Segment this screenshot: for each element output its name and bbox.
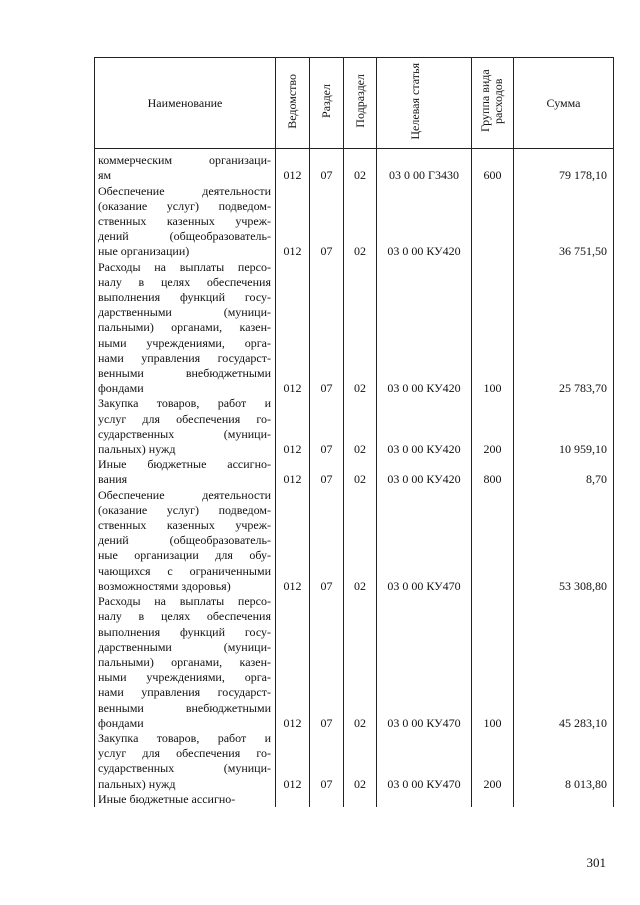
row-name-line: ными учреждениями, орга-	[98, 335, 271, 350]
header-name: Наименование	[95, 58, 276, 149]
row-ved: 012	[276, 488, 310, 594]
row-name-line: чающихся с ограниченными	[98, 563, 271, 578]
row-name-line: ям	[98, 168, 112, 183]
row-name-line: налу в целях обеспечения	[98, 274, 271, 289]
row-name-line: нами управления государст-	[98, 350, 271, 365]
row-name-line: дений (общеобразователь-	[98, 533, 271, 548]
row-name-line: нами управления государст-	[98, 685, 271, 700]
row-gruppa: 600	[472, 149, 514, 184]
row-name-line: Обеспечение деятельности	[98, 487, 271, 502]
row-name-line: ственных казенных учреж-	[98, 518, 271, 533]
row-name-line: Расходы на выплаты персо-	[98, 594, 271, 609]
row-name-line: дений (общеобразователь-	[98, 229, 271, 244]
row-podrazdel: 02	[344, 260, 377, 397]
row-celevaya: 03 0 00 КУ470	[377, 594, 472, 731]
header-summa: Сумма	[514, 58, 614, 149]
row-razdel: 07	[310, 149, 344, 184]
row-name-line: услуг для обеспечения го-	[98, 746, 271, 761]
row-name-line: пальными) органами, казен-	[98, 654, 271, 669]
row-name-line: ственных казенных учреж-	[98, 214, 271, 229]
row-name-line: Обеспечение деятельности	[98, 183, 271, 198]
row-name-line: (оказание услуг) подведом-	[98, 198, 271, 213]
row-summa: 45 283,10	[514, 594, 614, 731]
row-gruppa	[472, 184, 514, 260]
row-celevaya: 03 0 00 КУ420	[377, 260, 472, 397]
row-summa: 8 013,80	[514, 731, 614, 792]
row-podrazdel: 02	[344, 149, 377, 184]
row-name	[95, 149, 276, 184]
row-razdel: 07	[310, 457, 344, 487]
row-podrazdel: 02	[344, 488, 377, 594]
row-celevaya	[377, 792, 472, 807]
table-row	[95, 149, 614, 184]
row-name-line: услуг для обеспечения го-	[98, 411, 271, 426]
header-gruppa-cell	[472, 58, 514, 149]
row-gruppa: 100	[472, 594, 514, 731]
row-name	[95, 488, 276, 594]
row-name-line: выполнения функций госу-	[98, 624, 271, 639]
row-celevaya: 03 0 00 КУ420	[377, 457, 472, 487]
table-row	[95, 731, 614, 792]
row-name	[95, 396, 276, 457]
row-name	[95, 260, 276, 397]
table-row	[95, 488, 614, 594]
row-celevaya: 03 0 00 КУ470	[377, 488, 472, 594]
table-row	[95, 260, 614, 397]
row-name-line: венными внебюджетными	[98, 700, 271, 715]
row-summa: 8,70	[514, 457, 614, 487]
row-summa: 10 959,10	[514, 396, 614, 457]
row-name-line: коммерческим организаци-	[98, 153, 271, 168]
row-ved: 012	[276, 396, 310, 457]
row-name-line: пальных) нужд	[98, 776, 176, 791]
row-name-line: возможностями здоровья)	[98, 578, 231, 593]
row-summa: 25 783,70	[514, 260, 614, 397]
row-name-line: дарственными (муници-	[98, 305, 271, 320]
row-razdel: 07	[310, 184, 344, 260]
row-razdel: 07	[310, 731, 344, 792]
row-name-line: налу в целях обеспечения	[98, 609, 271, 624]
row-razdel: 07	[310, 260, 344, 397]
table-body	[95, 149, 614, 807]
row-ved: 012	[276, 184, 310, 260]
row-name-line: фондами	[98, 381, 144, 396]
header-gruppa: Группа вида расходов	[477, 69, 505, 133]
row-name-line: сударственных (муници-	[98, 761, 271, 776]
header-razdel: Раздел	[319, 84, 333, 118]
row-podrazdel: 02	[344, 184, 377, 260]
row-razdel: 07	[310, 488, 344, 594]
table-row	[95, 792, 614, 807]
row-gruppa	[472, 792, 514, 807]
row-podrazdel: 02	[344, 396, 377, 457]
row-name-line: дарственными (муници-	[98, 639, 271, 654]
row-name-line: Закупка товаров, работ и	[98, 730, 271, 745]
row-name-line: пальными) органами, казен-	[98, 320, 271, 335]
budget-table	[94, 57, 614, 807]
row-name-line: Иные бюджетные ассигно-	[98, 457, 271, 472]
page-number: 301	[586, 855, 606, 870]
row-name-line: ные организации для обу-	[98, 548, 271, 563]
row-celevaya: 03 0 00 Г3430	[377, 149, 472, 184]
row-razdel: 07	[310, 396, 344, 457]
table-row	[95, 457, 614, 487]
row-name	[95, 184, 276, 260]
row-ved: 012	[276, 457, 310, 487]
row-ved: 012	[276, 149, 310, 184]
header-celevaya-cell	[377, 58, 472, 149]
row-name-line: ными учреждениями, орга-	[98, 670, 271, 685]
header-podrazdel-cell	[344, 58, 377, 149]
row-name-line: Иные бюджетные ассигно-	[98, 791, 236, 806]
row-name-line: фондами	[98, 715, 144, 730]
table-row	[95, 184, 614, 260]
row-celevaya: 03 0 00 КУ420	[377, 184, 472, 260]
row-summa: 79 178,10	[514, 149, 614, 184]
table-row	[95, 396, 614, 457]
row-podrazdel: 02	[344, 457, 377, 487]
row-gruppa: 200	[472, 396, 514, 457]
row-gruppa: 100	[472, 260, 514, 397]
row-summa: 36 751,50	[514, 184, 614, 260]
row-name-line: выполнения функций госу-	[98, 290, 271, 305]
row-name-line: Закупка товаров, работ и	[98, 396, 271, 411]
row-gruppa	[472, 488, 514, 594]
row-summa	[514, 792, 614, 807]
row-gruppa: 800	[472, 457, 514, 487]
row-celevaya: 03 0 00 КУ470	[377, 731, 472, 792]
table-row	[95, 594, 614, 731]
row-podrazdel: 02	[344, 731, 377, 792]
row-summa: 53 308,80	[514, 488, 614, 594]
table-header	[95, 58, 614, 149]
row-name-line: пальных) нужд	[98, 442, 176, 457]
header-razdel-cell	[310, 58, 344, 149]
header-celevaya: Целевая статья	[408, 62, 422, 140]
row-name-line: ные организации)	[98, 244, 190, 259]
row-name	[95, 792, 276, 807]
row-name-line: Расходы на выплаты персо-	[98, 259, 271, 274]
row-name-line: венными внебюджетными	[98, 366, 271, 381]
row-ved: 012	[276, 594, 310, 731]
row-name	[95, 457, 276, 487]
row-ved	[276, 792, 310, 807]
row-name-line: (оказание услуг) подведом-	[98, 502, 271, 517]
row-ved: 012	[276, 731, 310, 792]
row-celevaya: 03 0 00 КУ420	[377, 396, 472, 457]
row-podrazdel: 02	[344, 594, 377, 731]
row-razdel	[310, 792, 344, 807]
row-ved: 012	[276, 260, 310, 397]
row-name	[95, 594, 276, 731]
row-razdel: 07	[310, 594, 344, 731]
row-podrazdel	[344, 792, 377, 807]
row-name	[95, 731, 276, 792]
row-name-line: сударственных (муници-	[98, 426, 271, 441]
row-gruppa: 200	[472, 731, 514, 792]
row-name-line: вания	[98, 472, 128, 487]
header-podrazdel: Подраздел	[352, 74, 367, 128]
header-ved-cell	[276, 58, 310, 149]
header-ved: Ведомство	[285, 73, 299, 129]
